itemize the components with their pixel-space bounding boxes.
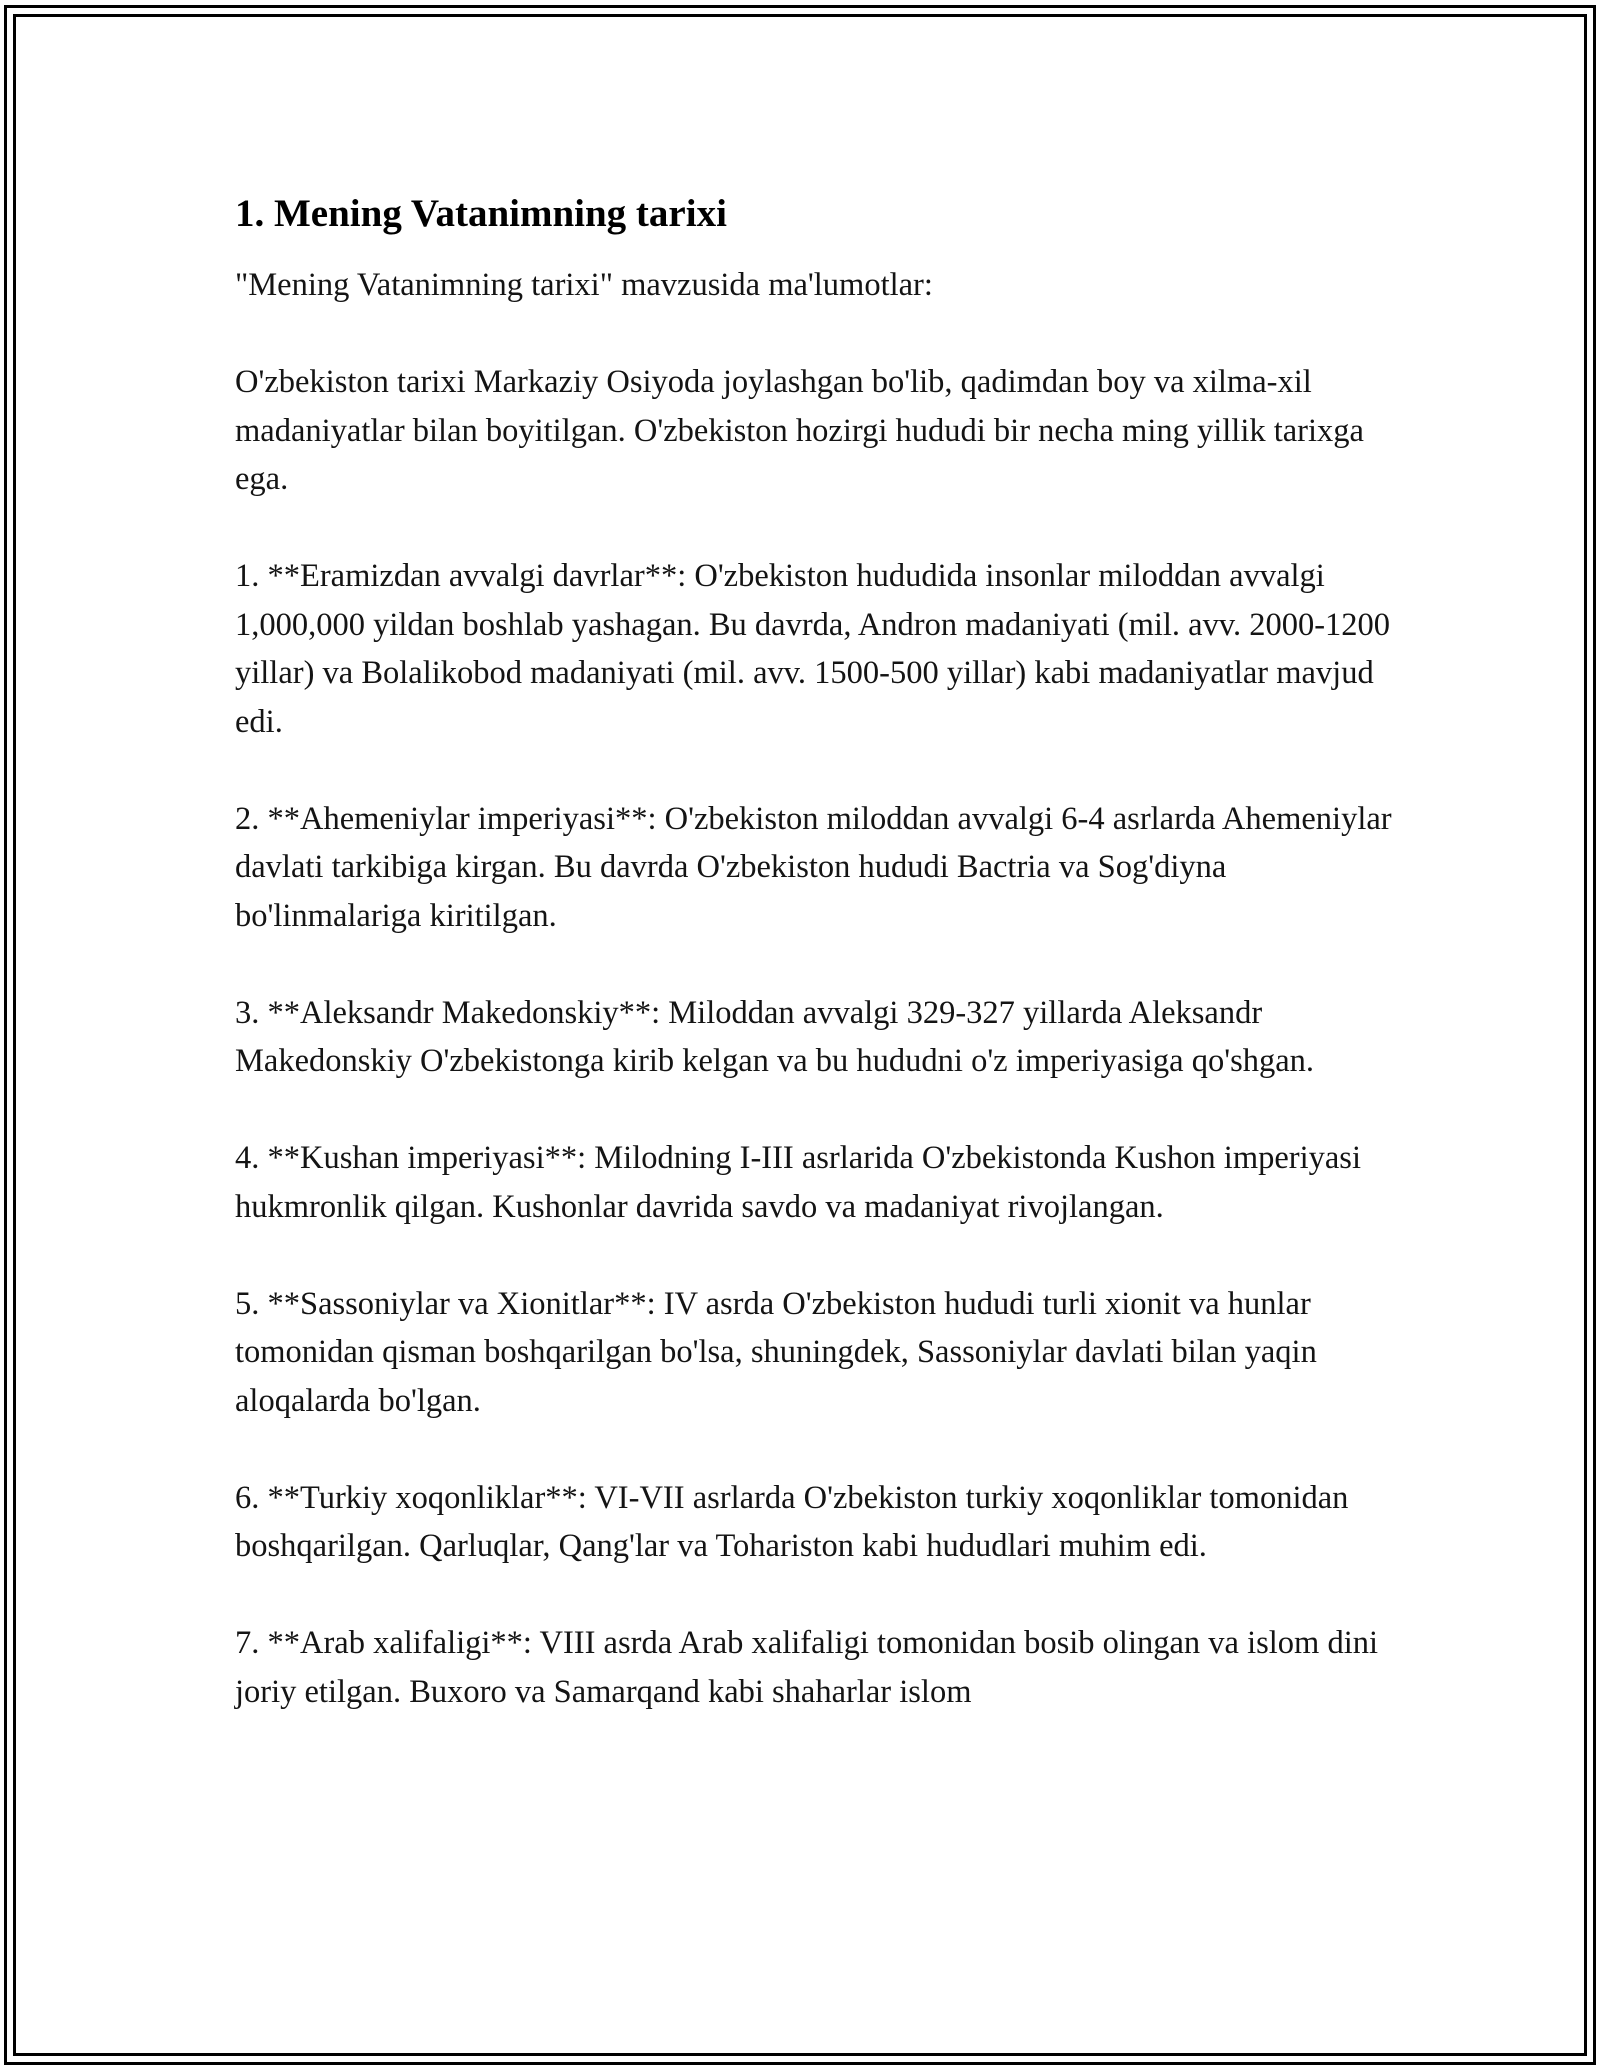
intro-line: "Mening Vatanimning tarixi" mavzusida ma'lumotlar:: [235, 267, 933, 303]
document-title: 1. Mening Vatanimning tarixi: [235, 192, 727, 235]
paragraph-item-3: 3. **Aleksandr Makedonskiy**: Miloddan avvalgi 329-327 yillarda Aleksandr Makedonskiy O'zbekistonga kirib kelgan va bu hududni o'z imperiyasiga qo'shgan.: [235, 994, 1315, 1079]
paragraph-overview: O'zbekiston tarixi Markaziy Osiyoda joylashgan bo'lib, qadimdan boy va xilma-xil madaniyatlar bilan boyitilgan. O'zbekiston hozirgi hududi bir necha ming yillik tarixga ega.: [235, 364, 1364, 497]
paragraph-item-4: 4. **Kushan imperiyasi**: Milodning I-III asrlarida O'zbekistonda Kushon imperiyasi hukmronlik qilgan. Kushonlar davrida savdo va madaniyat rivojlangan.: [235, 1140, 1361, 1225]
paragraph-item-7: 7. **Arab xalifaligi**: VIII asrda Arab xalifaligi tomonidan bosib olingan va islom dini joriy etilgan. Buxoro va Samarqand kabi shaharlar islom: [235, 1625, 1379, 1710]
paragraph-item-1: 1. **Eramizdan avvalgi davrlar**: O'zbekiston hududida insonlar miloddan avvalgi 1,000,000 yildan boshlab yashagan. Bu davrda, Andron madaniyati (mil. avv. 2000-1200 yillar) va Bolalikobod madaniyati (mil. avv. 1500-500 yillar) kabi madaniyatlar mavjud edi.: [235, 558, 1391, 740]
paragraph-item-6: 6. **Turkiy xoqonliklar**: VI-VII asrlarda O'zbekiston turkiy xoqonliklar tomonidan boshqarilgan. Qarluqlar, Qang'lar va Tohariston kabi hududlari muhim edi.: [235, 1479, 1349, 1564]
document-body: [235, 187, 1395, 1765]
paragraph-item-2: 2. **Ahemeniylar imperiyasi**: O'zbekiston miloddan avvalgi 6-4 asrlarda Ahemeniylar davlati tarkibiga kirgan. Bu davrda O'zbekiston hududi Bactria va Sog'diyna bo'linmalariga kiritilgan.: [235, 800, 1392, 934]
paragraph-item-5: 5. **Sassoniylar va Xionitlar**: IV asrda O'zbekiston hududi turli xionit va hunlar tomonidan qisman boshqarilgan bo'lsa, shuningdek, Sassoniylar davlati bilan yaqin aloqalarda bo'lgan.: [235, 1285, 1317, 1419]
